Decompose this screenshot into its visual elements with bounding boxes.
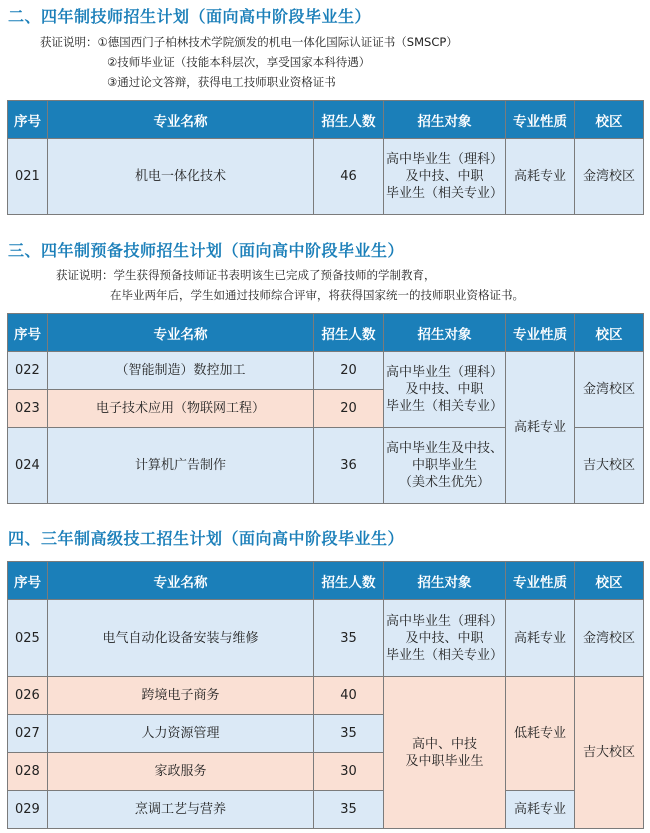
row-count: 30 — [314, 753, 384, 791]
table-header-row — [8, 562, 644, 600]
table-row — [8, 600, 644, 677]
row-nature: 低耗专业 — [506, 677, 575, 791]
row-no: 029 — [8, 791, 48, 829]
row-no: 028 — [8, 753, 48, 791]
table-row — [8, 677, 644, 715]
header-no: 序号 — [8, 562, 48, 600]
row-no: 024 — [8, 428, 48, 504]
table-row — [8, 352, 644, 390]
row-no: 023 — [8, 390, 48, 428]
row-campus: 金湾校区 — [575, 352, 644, 428]
table-row — [8, 139, 644, 215]
header-major: 专业名称 — [48, 562, 314, 600]
row-campus: 吉大校区 — [575, 677, 644, 829]
header-count: 招生人数 — [314, 314, 384, 352]
cert-note-line-3: ③通过论文答辩，获得电工技师职业资格证书 — [107, 75, 336, 89]
row-major: 人力资源管理 — [48, 715, 314, 753]
row-count: 20 — [314, 352, 384, 390]
header-target: 招生对象 — [384, 314, 506, 352]
section-title-2: 二、四年制技师招生计划（面向高中阶段毕业生） — [8, 7, 372, 26]
row-count: 40 — [314, 677, 384, 715]
row-no: 027 — [8, 715, 48, 753]
row-nature: 高耗专业 — [506, 791, 575, 829]
section-title-3: 三、四年制预备技师招生计划（面向高中阶段毕业生） — [8, 241, 405, 260]
row-nature: 高耗专业 — [506, 600, 575, 677]
row-major: 计算机广告制作 — [48, 428, 314, 504]
row-major: （智能制造）数控加工 — [48, 352, 314, 390]
row-campus: 金湾校区 — [575, 139, 644, 215]
header-campus: 校区 — [575, 562, 644, 600]
cert-note-line-2: ②技师毕业证（技能本科层次，享受国家本科待遇） — [107, 55, 371, 69]
cert-note-line-1: 获证说明：学生获得预备技师证书表明该生已完成了预备技师的学制教育， — [56, 268, 436, 282]
row-major: 家政服务 — [48, 753, 314, 791]
header-nature: 专业性质 — [506, 314, 575, 352]
cert-note-line-2: 在毕业两年后，学生如通过技师综合评审，将获得国家统一的技师职业资格证书。 — [110, 288, 524, 302]
row-target: 高中毕业生及中技、 中职毕业生 （美术生优先） — [384, 428, 506, 504]
table-row — [8, 791, 644, 829]
row-nature: 高耗专业 — [506, 352, 575, 504]
header-campus: 校区 — [575, 101, 644, 139]
row-no: 022 — [8, 352, 48, 390]
plan-table-3 — [7, 313, 644, 504]
row-count: 46 — [314, 139, 384, 215]
row-target: 高中毕业生（理科） 及中技、中职 毕业生（相关专业） — [384, 600, 506, 677]
row-no: 021 — [8, 139, 48, 215]
cert-note-line-1: 获证说明：①德国西门子柏林技术学院颁发的机电一体化国际认证证书（SMSCP） — [40, 35, 458, 49]
header-nature: 专业性质 — [506, 101, 575, 139]
table-header-row — [8, 314, 644, 352]
header-no: 序号 — [8, 314, 48, 352]
row-campus: 金湾校区 — [575, 600, 644, 677]
row-count: 35 — [314, 715, 384, 753]
row-no: 025 — [8, 600, 48, 677]
row-count: 20 — [314, 390, 384, 428]
header-campus: 校区 — [575, 314, 644, 352]
section-title-4: 四、三年制高级技工招生计划（面向高中阶段毕业生） — [8, 529, 405, 548]
row-major: 电子技术应用（物联网工程） — [48, 390, 314, 428]
row-no: 026 — [8, 677, 48, 715]
header-nature: 专业性质 — [506, 562, 575, 600]
table-header-row — [8, 101, 644, 139]
plan-table-2 — [7, 100, 644, 215]
row-count: 36 — [314, 428, 384, 504]
row-count: 35 — [314, 600, 384, 677]
row-major: 电气自动化设备安装与维修 — [48, 600, 314, 677]
header-count: 招生人数 — [314, 562, 384, 600]
row-major: 跨境电子商务 — [48, 677, 314, 715]
row-target: 高中、中技 及中职毕业生 — [384, 677, 506, 829]
row-count: 35 — [314, 791, 384, 829]
row-major: 烹调工艺与营养 — [48, 791, 314, 829]
row-campus: 吉大校区 — [575, 428, 644, 504]
header-target: 招生对象 — [384, 562, 506, 600]
header-major: 专业名称 — [48, 101, 314, 139]
row-nature: 高耗专业 — [506, 139, 575, 215]
row-major: 机电一体化技术 — [48, 139, 314, 215]
row-target: 高中毕业生（理科） 及中技、中职 毕业生（相关专业） — [384, 139, 506, 215]
header-target: 招生对象 — [384, 101, 506, 139]
header-no: 序号 — [8, 101, 48, 139]
plan-table-4 — [7, 561, 644, 829]
header-count: 招生人数 — [314, 101, 384, 139]
header-major: 专业名称 — [48, 314, 314, 352]
row-target: 高中毕业生（理科） 及中技、中职 毕业生（相关专业） — [384, 352, 506, 428]
